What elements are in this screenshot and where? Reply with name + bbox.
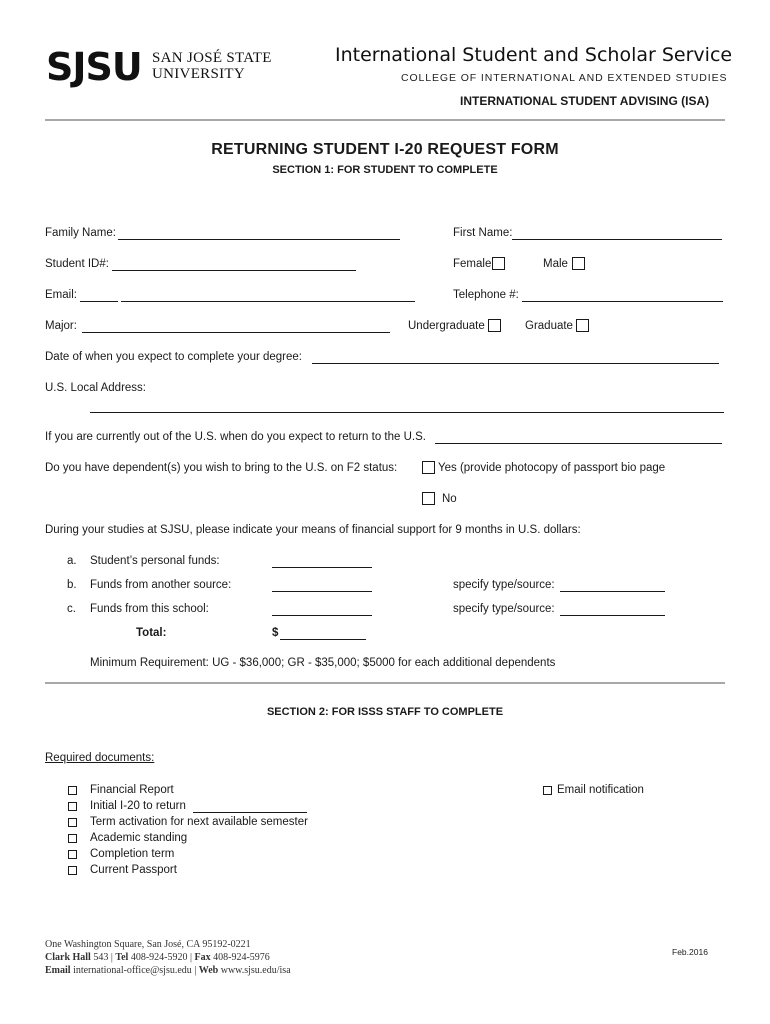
doc-checkbox-initial-i20[interactable]	[68, 802, 77, 811]
dependents-yes-checkbox[interactable]	[422, 461, 435, 474]
fund-c-field[interactable]	[272, 615, 372, 616]
university-name-line2: UNIVERSITY	[152, 66, 245, 82]
doc-financial-report: Financial Report	[90, 784, 174, 796]
total-label: Total:	[136, 627, 167, 639]
dependents-question: Do you have dependent(s) you wish to bring to the U.S. on F2 status:	[45, 462, 398, 474]
sjsu-logo: SJSU	[46, 45, 142, 89]
doc-current-passport: Current Passport	[90, 864, 177, 876]
telephone-label: Telephone #:	[453, 289, 519, 301]
undergraduate-label: Undergraduate	[408, 320, 485, 332]
footer-email-label: Email	[45, 965, 71, 976]
footer-contact	[45, 952, 270, 963]
doc-checkbox-financial[interactable]	[68, 786, 77, 795]
doc-academic-standing: Academic standing	[90, 832, 188, 844]
minimum-requirement: Minimum Requirement: UG - $36,000; GR - $35,000; $5000 for each additional dependents	[90, 657, 556, 669]
footer-clark-hall-label: Clark Hall	[45, 952, 91, 963]
return-date-field[interactable]	[435, 443, 722, 444]
service-title: International Student and Scholar Service	[335, 44, 733, 66]
degree-date-label: Date of when you expect to complete your degree:	[45, 351, 302, 363]
section2-title: SECTION 2: FOR ISSS STAFF TO COMPLETE	[266, 706, 504, 718]
local-address-field[interactable]	[90, 412, 724, 413]
female-checkbox[interactable]	[492, 257, 505, 270]
female-label: Female	[453, 258, 492, 270]
undergraduate-checkbox[interactable]	[488, 319, 501, 332]
footer-tel-label: Tel	[115, 952, 129, 963]
doc-initial-i20: Initial I-20 to return	[90, 800, 186, 812]
graduate-checkbox[interactable]	[576, 319, 589, 332]
student-id-label: Student ID#:	[45, 258, 109, 270]
footer-web	[45, 965, 291, 976]
section1-title: SECTION 1: FOR STUDENT TO COMPLETE	[272, 164, 498, 176]
email-field-prefix[interactable]	[80, 301, 118, 302]
family-name-field[interactable]	[118, 239, 400, 240]
financial-question: During your studies at SJSU, please indicate your means of financial support for 9 months in U.S. dollars:	[45, 524, 581, 536]
first-name-label: First Name:	[453, 227, 513, 239]
initial-i20-field[interactable]	[193, 812, 307, 813]
graduate-label: Graduate	[525, 320, 573, 332]
email-label: Email:	[45, 289, 77, 301]
family-name-label: Family Name:	[45, 227, 116, 239]
footer-website[interactable]: www.sjsu.edu/isa	[218, 965, 291, 976]
fund-c-specify-label: specify type/source:	[453, 603, 555, 615]
footer-web-label: Web	[198, 965, 219, 976]
return-question: If you are currently out of the U.S. when do you expect to return to the U.S.	[45, 431, 426, 443]
doc-term-activation: Term activation for next available semester	[90, 816, 308, 828]
male-checkbox[interactable]	[572, 257, 585, 270]
dependents-no-checkbox[interactable]	[422, 492, 435, 505]
total-currency: $	[272, 627, 279, 639]
total-field[interactable]	[280, 639, 366, 640]
local-address-label: U.S. Local Address:	[45, 382, 146, 394]
doc-checkbox-completion-term[interactable]	[68, 850, 77, 859]
dependents-yes-label: Yes (provide photocopy of passport bio page	[438, 462, 666, 474]
doc-checkbox-academic-standing[interactable]	[68, 834, 77, 843]
fund-c-specify-field[interactable]	[560, 615, 665, 616]
degree-date-field[interactable]	[312, 363, 719, 364]
fund-a-label: Student’s personal funds:	[90, 555, 220, 567]
student-id-field[interactable]	[112, 270, 356, 271]
header-divider	[45, 119, 725, 121]
doc-checkbox-term-activation[interactable]	[68, 818, 77, 827]
email-notification-checkbox[interactable]	[543, 786, 552, 795]
fund-b-specify-label: specify type/source:	[453, 579, 555, 591]
male-label: Male	[543, 258, 568, 270]
fund-c-letter: c.	[67, 603, 76, 615]
fund-b-specify-field[interactable]	[560, 591, 665, 592]
major-label: Major:	[45, 320, 77, 332]
first-name-field[interactable]	[512, 239, 722, 240]
university-name-line1: SAN JOSÉ STATE	[152, 50, 272, 66]
footer-address: One Washington Square, San José, CA 95192-0221	[45, 939, 251, 950]
footer-email[interactable]: international-office@sjsu.edu |	[70, 965, 199, 976]
telephone-field[interactable]	[522, 301, 723, 302]
fund-b-field[interactable]	[272, 591, 372, 592]
email-notification-label: Email notification	[557, 784, 644, 796]
footer-tel: 408-924-5920 |	[128, 952, 195, 963]
doc-completion-term: Completion term	[90, 848, 175, 860]
required-documents-heading: Required documents:	[45, 752, 155, 764]
form-date: Feb.2016	[672, 947, 708, 957]
email-field[interactable]	[121, 301, 415, 302]
fund-a-letter: a.	[67, 555, 77, 567]
dependents-no-label: No	[442, 493, 457, 505]
footer-room: 543 |	[90, 952, 116, 963]
fund-c-label: Funds from this school:	[90, 603, 209, 615]
fund-b-letter: b.	[67, 579, 77, 591]
form-title: RETURNING STUDENT I-20 REQUEST FORM	[211, 141, 559, 158]
major-field[interactable]	[82, 332, 390, 333]
office-name: INTERNATIONAL STUDENT ADVISING (ISA)	[460, 94, 710, 108]
section-divider	[45, 682, 725, 684]
fund-b-label: Funds from another source:	[90, 579, 232, 591]
footer-fax: 408-924-5976	[210, 952, 270, 963]
footer-fax-label: Fax	[194, 952, 211, 963]
college-name: COLLEGE OF INTERNATIONAL AND EXTENDED STUDIES	[401, 72, 728, 84]
doc-checkbox-current-passport[interactable]	[68, 866, 77, 875]
fund-a-field[interactable]	[272, 567, 372, 568]
